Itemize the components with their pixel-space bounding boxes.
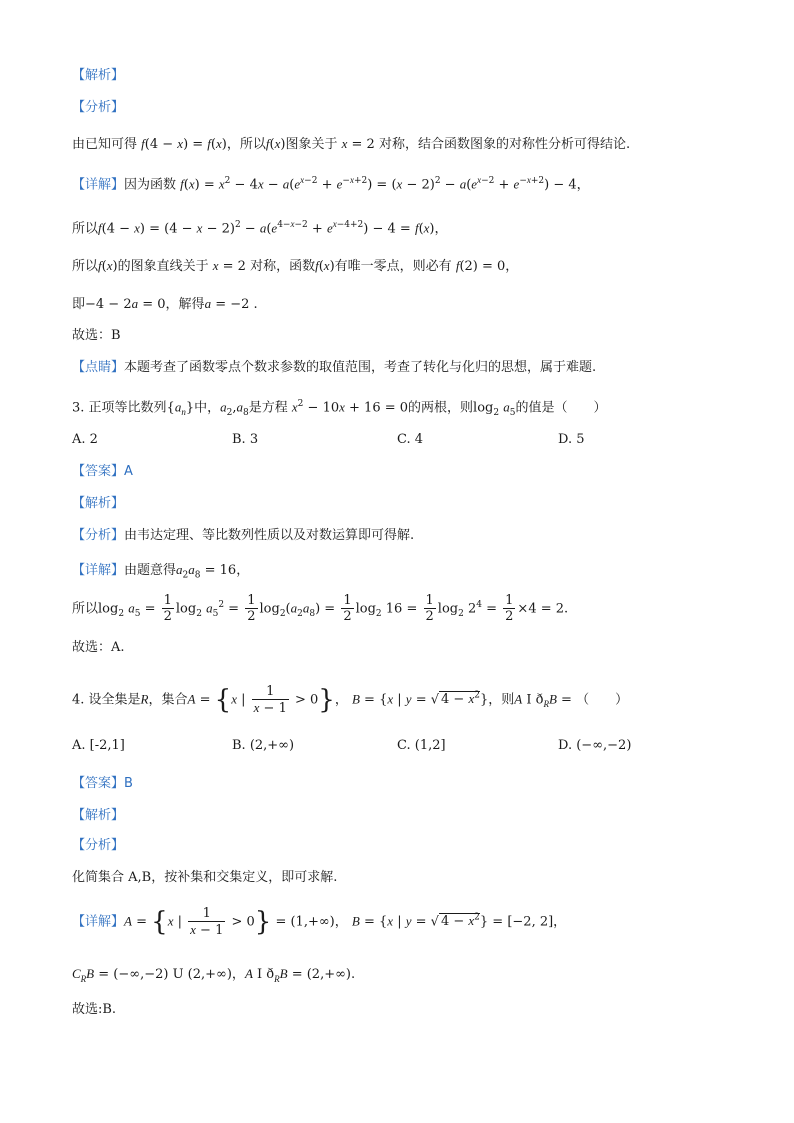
q4-xiangjie-line1: 【详解】A = {x | $\frac{1}{x - 1}$ > 0} = (1,+∞)， B = {x | y = √ $4 - x^2\} = [-2$, 2]， [72, 905, 567, 938]
q4-option-c[interactable]: C. (1,2] [397, 738, 446, 753]
q4-xiangjie-line2: $C_RB = (-\infty,-2)$ U (2,+∞)，A I $ð_RB = (2,+\infty)$. [72, 966, 356, 984]
q4-option-b[interactable]: B. (2,+∞) [232, 738, 295, 753]
q4-option-a[interactable]: A. [-2,1] [72, 738, 125, 753]
q4-jiexi-tag: 【解析】 [72, 808, 125, 823]
q2-xiangjie-line1: 【详解】因为函数 $f(x) = x^2 - 4x - a(e^{x-2} + e^{-x+2}) = (x - 2)^2 - a(e^{x-2} + e^{-x+2}) - 4$， [72, 175, 590, 193]
q3-option-b[interactable]: B. 3 [232, 432, 259, 447]
q3-option-c[interactable]: C. 4 [397, 432, 424, 447]
q3-fenxi: 【分析】由韦达定理、等比数列性质以及对数运算即可得解. [72, 528, 415, 543]
q2-fenxi-text: 由已知可得 f(4 − x) = f(x)，所以f(x)图象关于 x = 2 对称，结合函数图象的对称性分析可得结论. [72, 136, 631, 152]
q3-options [72, 430, 722, 450]
q2-fenxi-tag: 【分析】 [72, 100, 125, 115]
q3-option-a[interactable]: A. 2 [72, 432, 98, 447]
q2-jiexi-tag: 【解析】 [72, 68, 125, 83]
q4-fenxi-text: 化简集合 A,B，按补集和交集定义，即可求解. [72, 870, 338, 885]
q4-answer: 【答案】B [72, 776, 133, 791]
q2-xiangjie-line3: 所以f(x)的图象直线关于 x = 2 对称，函数f(x)有唯一零点，则必有 f(2) = 0， [72, 258, 519, 274]
q4-stem: 4. 设全集是R，集合A = {x | $\frac{1}{x - 1}$ > 0}， B = {x | y = √ $4 - x^2$}，则A I $ð_RB$ = （ ） [72, 683, 629, 716]
q4-answer-choice: 故选:B. [72, 1002, 117, 1017]
q3-answer-choice: 故选：A. [72, 640, 125, 655]
q3-option-d[interactable]: D. 5 [558, 432, 585, 447]
q3-answer: 【答案】A [72, 464, 133, 479]
q4-fenxi-tag: 【分析】 [72, 838, 125, 853]
q3-jiexi-tag: 【解析】 [72, 496, 125, 511]
q2-answer-choice: 故选：B [72, 328, 121, 343]
q3-xiangjie: 【详解】由题意得$a_2a_8 = 16$， [72, 562, 250, 581]
q4-options [72, 736, 722, 756]
q2-xiangjie-line4: 即−4 − 2a = 0，解得a = −2 . [72, 296, 258, 312]
q3-derivation: 所以$\log_2 a_5$ = $\frac{1}{2}$ $\log_2 a_5^2$ = $\frac{1}{2}$ $\log_2(a_2a_8)$ = $\frac{1}{2}$ $\log_2 16$ = $\frac{1}{2}$ $\log_2 2^4$ = $\frac{1}{2}$ ×4 = 2. [72, 593, 569, 625]
q3-stem: 3. 正项等比数列$\{a_n\}$中，$a_2,a_8$是方程 $x^2 - 10x + 16 = 0$的两根，则$\log_2 a_5$的值是（ ） [72, 399, 607, 418]
q2-xiangjie-line2: 所以$f(4 - x) = (4 - x - 2)^2 - a(e^{4-x-2} + e^{x-4+2}) - 4 = f(x)$， [72, 219, 448, 237]
q2-dianjing: 【点睛】本题考查了函数零点个数求参数的取值范围，考查了转化与化归的思想，属于难题. [72, 360, 597, 375]
q4-option-d[interactable]: D. (−∞,−2) [558, 738, 632, 753]
